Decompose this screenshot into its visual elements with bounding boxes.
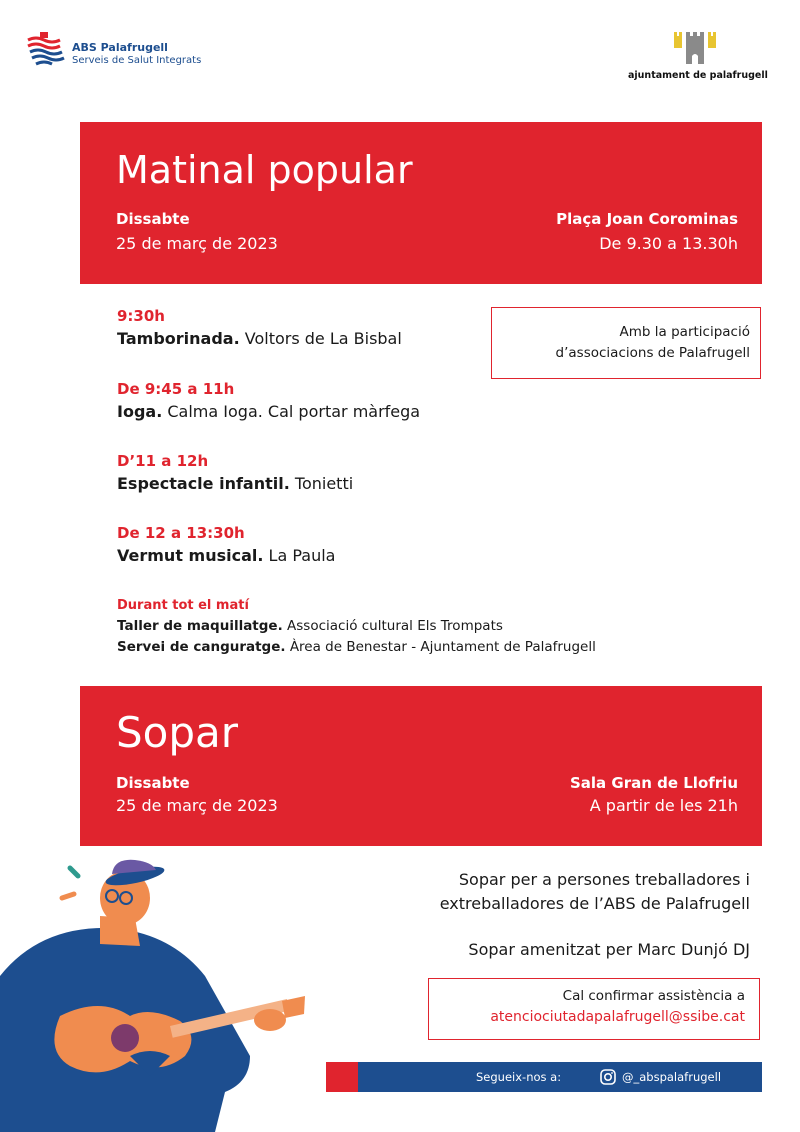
ajuntament-name: ajuntament de palafrugell <box>628 70 768 81</box>
participation-line1: Amb la participació <box>619 324 750 340</box>
footer-follow: Segueix-nos a: <box>476 1070 562 1084</box>
sopar-day: Dissabte <box>116 774 190 792</box>
sopar-desc-line2: extreballadores de l’ABS de Palafrugell <box>439 894 750 913</box>
schedule-title: Espectacle infantil. <box>117 474 290 493</box>
hand-shape <box>254 1009 286 1031</box>
schedule-item <box>117 307 402 348</box>
schedule-desc: Calma Ioga. Cal portar màrfega <box>167 402 421 421</box>
schedule-item <box>117 524 335 565</box>
participation-box <box>491 307 761 379</box>
matinal-hours: De 9.30 a 13.30h <box>599 234 738 253</box>
schedule-title: Tamborinada. <box>117 329 240 348</box>
sopar-date: 25 de març de 2023 <box>116 796 278 815</box>
footer-bar <box>326 1062 762 1092</box>
footer-accent <box>326 1062 358 1092</box>
instagram-handle-link[interactable]: @_abspalafrugell <box>622 1070 722 1084</box>
schedule-time: 9:30h <box>117 307 165 325</box>
matinal-day: Dissabte <box>116 210 190 228</box>
sopar-title: Sopar <box>116 708 239 757</box>
matinal-date: 25 de març de 2023 <box>116 234 278 253</box>
schedule-desc: Voltors de La Bisbal <box>244 329 402 348</box>
abs-logo <box>26 30 206 86</box>
instagram-icon[interactable] <box>600 1069 616 1085</box>
guitarist-illustration <box>0 856 330 1132</box>
abs-name: ABS Palafrugell <box>72 41 168 54</box>
sopar-hours: A partir de les 21h <box>589 796 738 815</box>
sopar-place: Sala Gran de Llofriu <box>569 774 738 792</box>
all-morning-section <box>117 598 596 655</box>
schedule-time: De 12 a 13:30h <box>117 524 245 542</box>
castle-icon <box>672 30 718 66</box>
abs-subtitle: Serveis de Salut Integrats <box>72 55 202 66</box>
teal-accent-icon <box>70 868 78 876</box>
participation-line2: d’associacions de Palafrugell <box>555 345 750 361</box>
ajuntament-logo <box>620 30 770 90</box>
schedule-desc: La Paula <box>268 546 336 565</box>
sopar-banner <box>80 686 762 846</box>
sopar-desc-line1: Sopar per a persones treballadores i <box>458 870 750 889</box>
schedule-title: Ioga. <box>117 402 163 421</box>
sopar-dj: Sopar amenitzat per Marc Dunjó DJ <box>468 940 750 959</box>
abs-waves-icon <box>26 30 66 66</box>
matinal-banner <box>80 122 762 284</box>
schedule-desc: Tonietti <box>294 474 354 493</box>
matinal-place: Plaça Joan Corominas <box>556 210 738 228</box>
all-morning-desc: Associació cultural Els Trompats <box>287 618 503 634</box>
all-morning-title: Servei de canguratge. <box>117 639 286 655</box>
schedule-time: D’11 a 12h <box>117 452 209 470</box>
schedule-item <box>117 452 353 493</box>
all-morning-desc: Àrea de Benestar - Ajuntament de Palafrugell <box>289 639 596 655</box>
all-morning-title: Taller de maquillatge. <box>117 618 283 634</box>
schedule-item <box>117 380 420 421</box>
confirm-email-link[interactable]: atenciociutadapalafrugell@ssibe.cat <box>490 1009 745 1025</box>
confirm-box <box>428 978 760 1040</box>
schedule-time: De 9:45 a 11h <box>117 380 235 398</box>
all-morning-label: Durant tot el matí <box>117 598 249 613</box>
guitar-hole <box>111 1024 139 1052</box>
orange-accent-icon <box>62 894 74 898</box>
schedule-title: Vermut musical. <box>117 546 264 565</box>
matinal-title: Matinal popular <box>116 148 413 192</box>
guitar-head <box>282 996 305 1018</box>
confirm-text: Cal confirmar assistència a <box>562 988 745 1004</box>
